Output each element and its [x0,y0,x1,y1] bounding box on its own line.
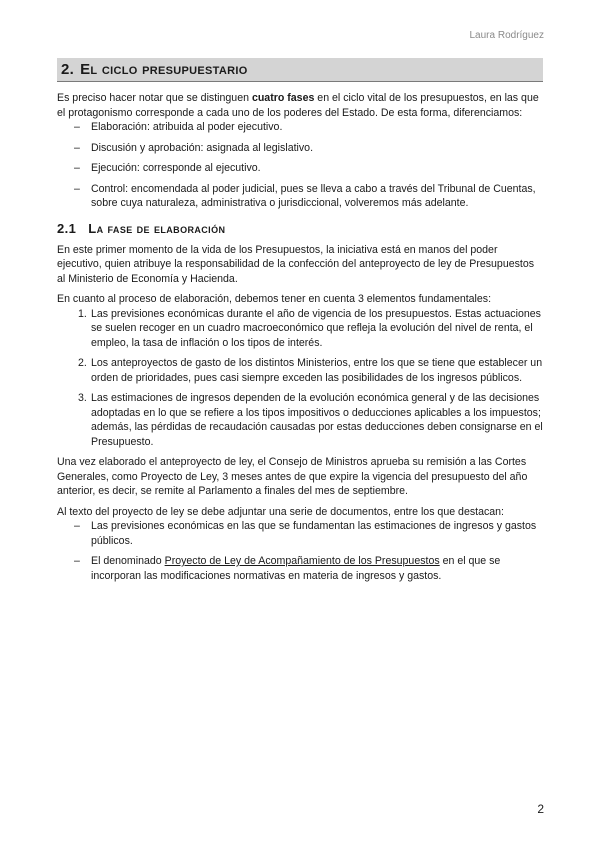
list-number: 1. [78,307,87,320]
intro-text-end: en el ciclo vital de los presupuestos, en las que el protagonismo corresponde a cada uno de los poderes del Estado. De esta forma, diferenciamos: [57,92,539,119]
list-item [57,182,543,211]
paragraph: Al texto del proyecto de ley se debe adjuntar una serie de documentos, entre los que destacan: [57,505,504,518]
list-item [57,161,543,176]
section-intro [57,91,543,120]
list-item-text: Las previsiones económicas durante el año de vigencia de los presupuestos. Estas actuaciones se suelen recoger en un cuadro macroeconómico que refleja la evolución del nivel de renta, el empleo, la tasa de inflación o los tipos de interés. [91,307,541,349]
section-heading [57,58,543,82]
subsection-number: 2.1 [57,220,77,236]
subsection-title: La fase de elaboración [88,220,226,236]
paragraph: Una vez elaborado el anteproyecto de ley, el Consejo de Ministros aprueba su remisión a las Cortes Generales, como Proyecto de Ley, 3 meses antes de que expire la vigencia del presupuesto del año anterior, es decir, se remite al Parlamento a finales del mes de septiembre. [57,456,528,497]
dash-bullet: – [74,182,80,195]
list-number: 2. [78,357,87,369]
dash-bullet: – [74,162,80,174]
list-item-text: Los anteproyectos de gasto de los distintos Ministerios, entre los que se tiene que establecer un orden de prioridades, pues casi siempre exceden las posibilidades de los ingresos públicos. [91,357,543,384]
list-item-text: El denominado [91,555,165,567]
page-number: 2 [537,802,544,816]
documents-list [57,519,543,583]
list-item-text: Ejecución: corresponde al ejecutivo. [91,162,261,174]
page-content [57,58,543,583]
subsection-heading [57,221,543,236]
phases-list [57,120,543,211]
list-item [57,307,543,351]
list-item [57,519,543,548]
header-author: Laura Rodríguez [469,30,544,41]
section-title: El ciclo presupuestario [80,61,248,78]
dash-bullet: – [74,121,80,133]
section-number: 2. [61,61,75,78]
list-item [57,554,543,583]
dash-bullet: – [74,141,80,154]
elements-list [57,307,543,450]
dash-bullet: – [74,520,80,532]
list-item [57,141,543,156]
list-item-text: Elaboración: atribuida al poder ejecutivo. [91,121,283,133]
list-number: 3. [78,392,87,404]
dash-bullet: – [74,555,80,567]
list-item-text: Las previsiones económicas en las que se fundamentan las estimaciones de ingresos y gastos públicos. [91,520,537,547]
intro-text-start: Es preciso hacer notar que se distinguen [57,92,252,104]
list-item [57,120,543,135]
list-item [57,391,543,449]
paragraph: En este primer momento de la vida de los Presupuestos, la iniciativa está en manos del poder ejecutivo, quien atribuye la responsabilidad de la confección del anteproyecto de ley de Presupuestos al Ministerio de Economía y Hacienda. [57,243,535,285]
list-item-text: Control: encomendada al poder judicial, pues se lleva a cabo a través del Tribunal de Cuentas, sobre cuya naturaleza, administrativa o jurisdiccional, volveremos más adelante. [91,182,536,209]
list-item [57,356,543,385]
list-item-text: en el que se incorporan las modificaciones normativas en materia de ingresos y gastos. [91,555,501,582]
list-item-text: Discusión y aprobación: asignada al legislativo. [91,141,314,154]
underlined-reference: Proyecto de Ley de Acompañamiento de los Presupuestos [164,555,440,567]
intro-bold: cuatro fases [251,92,315,104]
paragraph: En cuanto al proceso de elaboración, debemos tener en cuenta 3 elementos fundamentales: [57,293,492,305]
list-item-text: Las estimaciones de ingresos dependen de la evolución económica general y de las decisiones adoptadas en lo que se refiere a los tipos impositivos o deducciones aplicables a los impuestos; además, las pérdidas de recaudación causadas por estas deducciones deben consignarse en el Presupuesto. [91,392,543,448]
